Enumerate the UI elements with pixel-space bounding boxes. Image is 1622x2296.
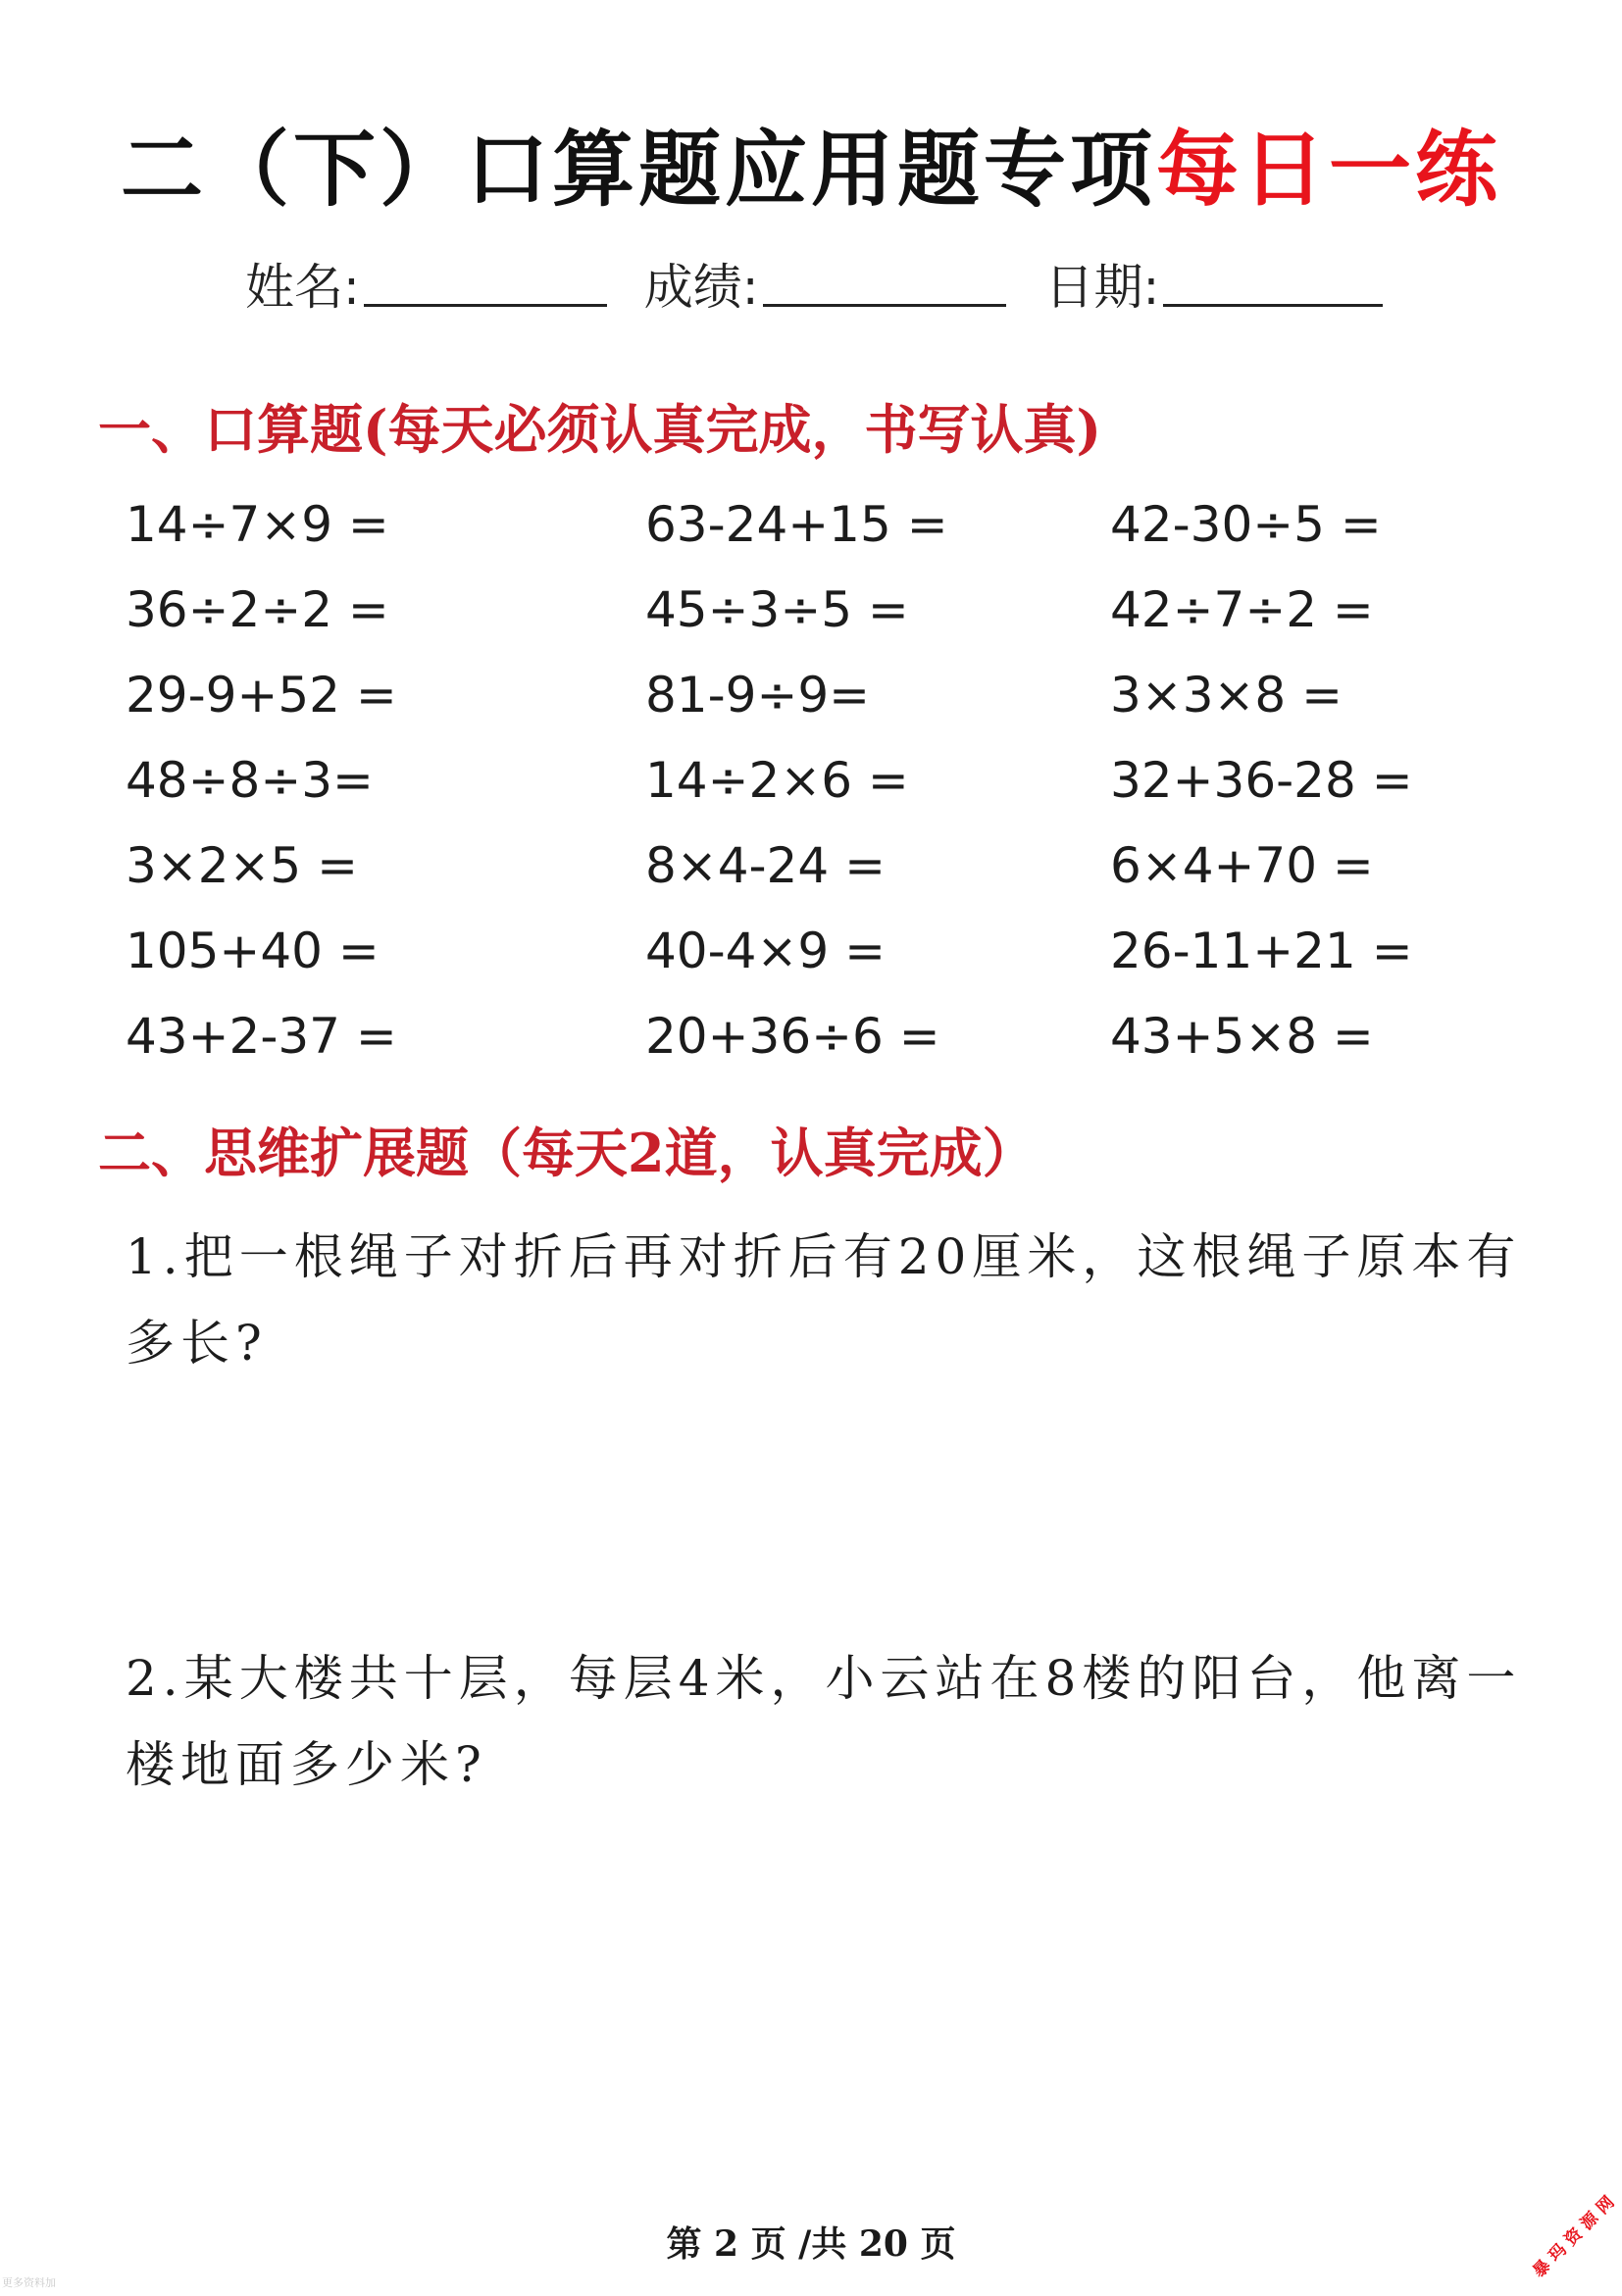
score-blank-line[interactable] <box>763 253 1006 307</box>
date-blank-line[interactable] <box>1163 253 1383 307</box>
date-label: 日期: <box>1044 259 1160 316</box>
problem-2-line-1: 2.某大楼共十层，每层4米，小云站在8楼的阳台，他离一 <box>126 1650 1522 1707</box>
calc-item: 42÷7÷2 = <box>1110 581 1374 638</box>
name-blank-line[interactable] <box>364 253 607 307</box>
title-accent: 每日一练 <box>1156 122 1502 218</box>
date-field[interactable] <box>1045 253 1384 322</box>
problem-1-line-1: 1.把一根绳子对折后再对折后有20厘米，这根绳子原本有 <box>126 1228 1522 1285</box>
calc-item: 43+5×8 = <box>1110 1008 1374 1065</box>
calc-item: 8×4-24 = <box>645 837 886 894</box>
watermark-text: 暴 玛 资 源 网 <box>1529 2192 1619 2282</box>
name-label: 姓名: <box>245 259 360 316</box>
page-title <box>0 116 1622 224</box>
word-problem-2 <box>126 1635 1538 1808</box>
calc-item: 43+2-37 = <box>126 1008 397 1065</box>
page-number: 第 2 页 /共 20 页 <box>666 2223 956 2265</box>
calc-item: 32+36-28 = <box>1110 752 1413 809</box>
calc-item: 48÷8÷3= <box>126 752 374 809</box>
mental-math-grid <box>0 490 1622 1088</box>
calc-item: 29-9+52 = <box>126 667 397 724</box>
calc-item: 40-4×9 = <box>645 923 886 979</box>
calc-item: 14÷7×9 = <box>126 496 389 553</box>
calc-item: 45÷3÷5 = <box>645 581 909 638</box>
calc-item: 3×2×5 = <box>126 837 359 894</box>
calc-item: 26-11+21 = <box>1110 923 1413 979</box>
word-problem-1 <box>126 1214 1538 1386</box>
calc-item: 14÷2×6 = <box>645 752 909 809</box>
problem-2-line-2: 楼地面多少米? <box>126 1736 487 1793</box>
watermark-small-text: 更多资料加 <box>2 2276 56 2289</box>
problem-1-line-2: 多长? <box>126 1315 268 1372</box>
calc-item: 36÷2÷2 = <box>126 581 389 638</box>
student-info-row <box>245 253 1393 322</box>
name-field[interactable] <box>245 253 607 322</box>
calc-item: 63-24+15 = <box>645 496 948 553</box>
calc-item: 20+36÷6 = <box>645 1008 940 1065</box>
section-heading-mental-math: 一、口算题(每天必须认真完成，书写认真) <box>98 398 1102 461</box>
calc-item: 105+40 = <box>126 923 380 979</box>
calc-item: 81-9÷9= <box>645 667 871 724</box>
section-heading-thinking: 二、思维扩展题（每天2道，认真完成） <box>98 1122 1036 1184</box>
score-field[interactable] <box>644 253 1006 322</box>
title-main: 二（下）口算题应用题专项 <box>120 122 1156 218</box>
calc-item: 3×3×8 = <box>1110 667 1343 724</box>
calc-item: 42-30÷5 = <box>1110 496 1382 553</box>
score-label: 成绩: <box>643 259 759 316</box>
calc-item: 6×4+70 = <box>1110 837 1374 894</box>
